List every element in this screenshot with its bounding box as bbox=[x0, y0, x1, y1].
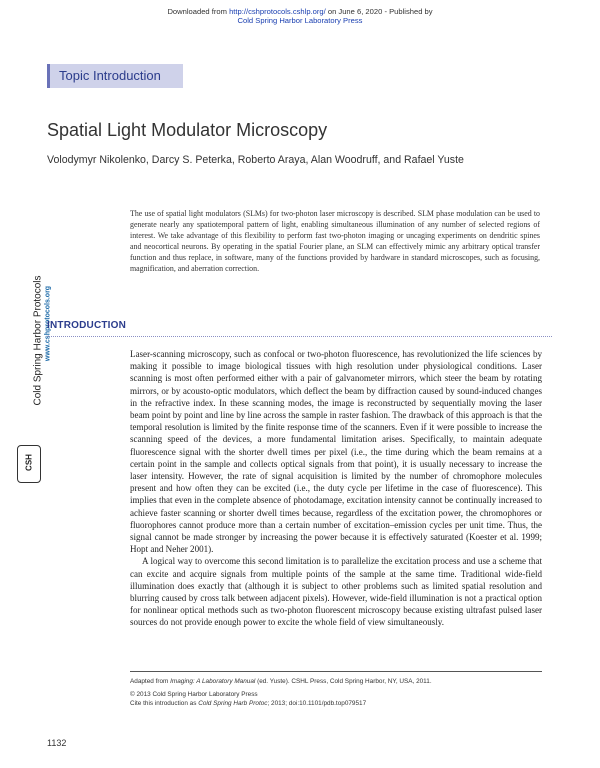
publisher-link[interactable]: Cold Spring Harbor Laboratory Press bbox=[237, 16, 363, 25]
page-number: 1132 bbox=[47, 738, 67, 748]
body-text bbox=[130, 348, 542, 629]
copyright: © 2013 Cold Spring Harbor Laboratory Press bbox=[130, 690, 258, 698]
footnotes bbox=[130, 677, 550, 709]
journal-sidebar bbox=[16, 240, 52, 460]
cite-suffix: ; 2013; doi:10.1101/pdb.top079517 bbox=[267, 700, 367, 707]
sidebar-url[interactable]: www.cshprotocols.org bbox=[44, 285, 52, 362]
topic-tag bbox=[47, 64, 183, 88]
paragraph-1: Laser-scanning microscopy, such as confocal or two-photon fluorescence, has revolutionized the life sciences by making it possible to image biological tissues with high resolution under physiological conditions. Laser scanning is most often performed either with a pair of galvanometer mirrors, which steer the beam by rotating mirrors, or by acousto-optic modulators, which deflect the beam by diffraction caused by sound-induced changes in the refractive index. In these scanning modes, the image is reconstructed by sequentially moving the laser beam point by point and line by line across the sample in raster fashion. The drawback of this approach is that the temporal resolution is limited by the finite response time of the scanners. Even if it were possible to increase the scanning speed of the devices, a more fundamental limitation arises. Specifically, to maintain adequate fluorescence signal with the shorter dwell times per pixel (i.e., the time during which the beam remains at a certain point in the sample and collects optical signals from that point), it is usually necessary to increase the laser intensity. However, the rate of signal acquisition is limited by the number of chromophore molecules present and how often they can be excited (i.e., the duty cycle per lifetime in the case of fluorescence). This implies that even in the complete absence of photodamage, excitation intensity cannot be continually increased to achieve faster scanning or shorter dwell times because, regardless of the excitation power, the chromophores or fluorophores cannot produce more than a certain number of excitation–emission cycles per unit time. Thus, the signal cannot be made stronger by increasing the power because it is effectively saturated (Koester et al. 1999; Hopt and Neher 2001). bbox=[130, 349, 542, 555]
cite-prefix: Cite this introduction as bbox=[130, 700, 199, 707]
abstract: The use of spatial light modulators (SLMs) for two-photon laser microscopy is described. SLM phase modulation can be used to generate nearly any spatiotemporal pattern of light, enabling simultaneous illumination of any number of selected regions of interest. We take advantage of this flexibility to perform fast two-photon imaging or uncaging experiments on dendritic spines and neocortical neurons. By operating in the spatial Fourier plane, an SLM can effectively mimic any arbitrary optical transfer function and thus replace, in software, many of the functions provided by hardware in standard microscopes, such as focusing, magnification, and aberration correction. bbox=[130, 209, 540, 273]
download-link[interactable]: http://cshprotocols.cshlp.org/ bbox=[229, 7, 326, 16]
adapted-book: Imaging: A Laboratory Manual bbox=[170, 678, 256, 685]
article-title: Spatial Light Modulator Microscopy bbox=[47, 120, 328, 140]
download-suffix: on June 6, 2020 - Published by bbox=[325, 7, 433, 16]
cshl-logo-text: CSH bbox=[24, 454, 34, 471]
section-divider bbox=[47, 336, 552, 337]
authors: Volodymyr Nikolenko, Darcy S. Peterka, Roberto Araya, Alan Woodruff, and Rafael Yuste bbox=[47, 154, 464, 166]
citation bbox=[130, 699, 550, 709]
paragraph-2: A logical way to overcome this second limitation is to parallelize the excitation process and use a scheme that can excite and acquire signals from multiple points of the sample at the same time. Traditional wide-field illumination does exactly that (although it is subject to other problems such as limited spatial resolution and blurring caused by cross talk between adjacent pixels). However, wide-field illumination is not a practical option for nonlinear optical methods such as two-photon fluorescent microscopy because existing ultrafast pulsed laser sources do not provide enough power to excite the whole field of view simultaneously. bbox=[130, 556, 542, 628]
cshl-logo bbox=[17, 445, 41, 483]
section-heading-introduction: INTRODUCTION bbox=[47, 320, 127, 331]
download-prefix: Downloaded from bbox=[167, 7, 230, 16]
download-notice bbox=[0, 7, 600, 25]
cite-journal: Cold Spring Harb Protoc bbox=[198, 700, 268, 707]
adapted-prefix: Adapted from bbox=[130, 678, 171, 685]
sidebar-journal-name: Cold Spring Harbor Protocols bbox=[32, 275, 44, 406]
footnote-divider bbox=[130, 671, 542, 672]
adapted-suffix: (ed. Yuste). CSHL Press, Cold Spring Harbor, NY, USA, 2011. bbox=[255, 678, 432, 685]
topic-tag-label: Topic Introduction bbox=[59, 68, 161, 83]
adapted-from bbox=[130, 677, 550, 687]
